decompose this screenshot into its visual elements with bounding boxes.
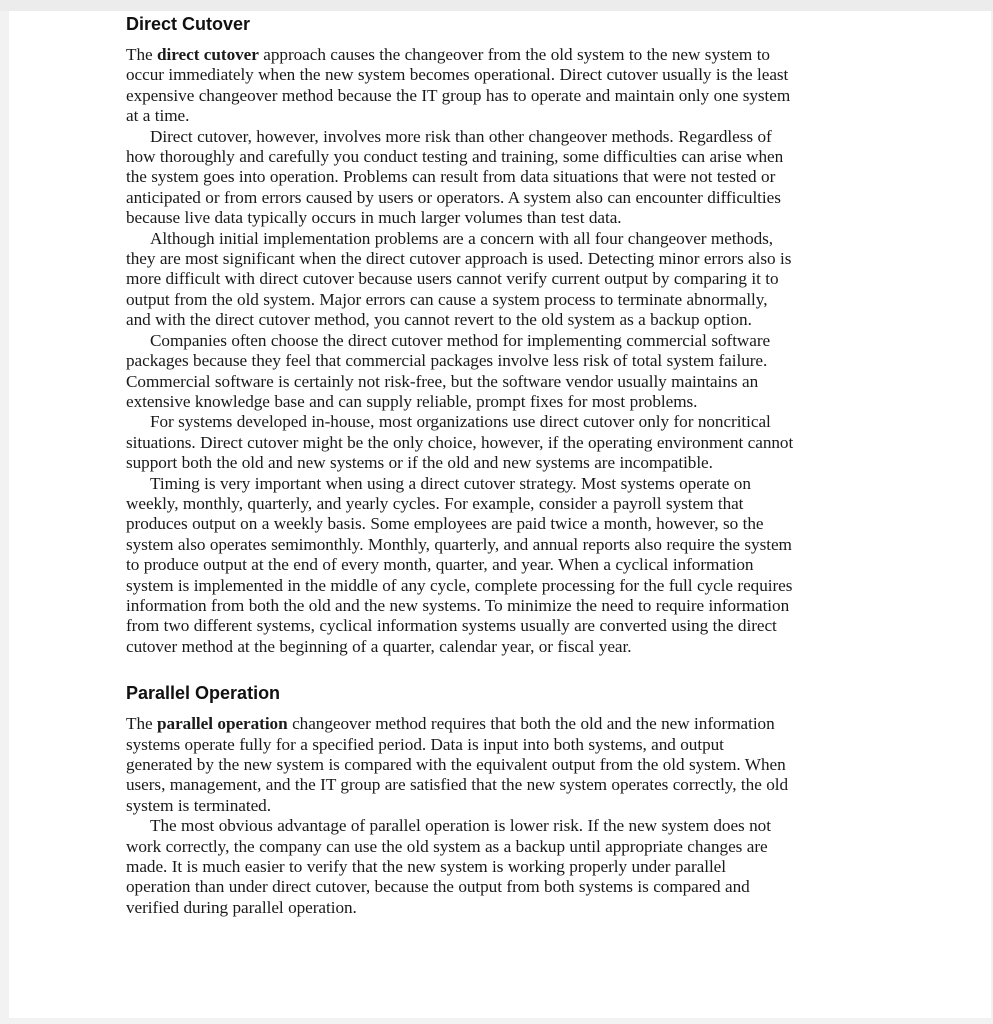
section-heading-direct-cutover: Direct Cutover [126,14,251,34]
document-page [126,12,794,918]
paragraph: Although initial implementation problems are a concern with all four changeover methods, they are most significant when the direct cutover approach is used. Detecting minor errors also is more difficult with direct cutover because users cannot verify current output by comparing it to output from the old system. Major errors can cause a system process to terminate abnormally, and with the direct cutover method, you cannot revert to the old system as a backup option. [126,228,792,330]
key-term: direct cutover [157,45,259,64]
section-heading-parallel-operation: Parallel Operation [126,683,281,704]
paragraph: The most obvious advantage of parallel operation is lower risk. If the new system does not work correctly, the company can use the old system as a backup until appropriate changes are made. It is much easier to verify that the new system is working properly under parallel operation than under direct cutover, because the output from both systems is compared and verified during parallel operation. [126,816,771,917]
viewer-top-bar [0,0,993,11]
key-term: parallel operation [157,714,288,734]
section-parallel-operation [126,681,794,918]
paragraph: For systems developed in-house, most organizations use direct cutover only for noncritical situations. Direct cutover might be the only choice, however, if the operating environment cannot support both the old and new systems or if the old and new systems are incompatible. [126,412,794,473]
viewer-left-margin [0,11,9,1024]
paragraph: Companies often choose the direct cutover method for implementing commercial software packages because they feel that commercial packages involve less risk of total system failure. Commercial software is certainly not risk-free, but the software vendor usually maintains an extensive knowledge base and can supply reliable, prompt fixes for most problems. [126,330,771,411]
paragraph: Timing is very important when using a direct cutover strategy. Most systems operate on weekly, monthly, quarterly, and yearly cycles. For example, consider a payroll system that produces output on a weekly basis. Some employees are paid twice a month, however, so the system also operates semimonthly. Monthly, quarterly, and annual reports also require the system to produce output at the end of every month, quarter, and year. When a cyclical information system is implemented in the middle of any cycle, complete processing for the full cycle requires information from both the old and the new systems. To minimize the need to require information from two different systems, cyclical information systems usually are converted using the direct cutover method at the beginning of a quarter, calendar year, or fiscal year. [126,473,793,656]
viewer-bottom-bar [0,1018,993,1024]
parallel-operation-body [126,714,794,918]
paragraph: The direct cutover approach causes the changeover from the old system to the new system to occur immediately when the new system becomes operational. Direct cutover usually is the least expensive changeover method because the IT group has to operate and maintain only one system at a time. [126,45,791,126]
direct-cutover-body [126,45,794,657]
paragraph: The parallel operation changeover method requires that both the old and the new information systems operate fully for a specified period. Data is input into both systems, and output generated by the new system is compared with the equivalent output from the old system. When users, management, and the IT group are satisfied that the new system operates correctly, the old system is terminated. [126,714,789,815]
section-direct-cutover [126,12,794,657]
paragraph: Direct cutover, however, involves more risk than other changeover methods. Regardless of how thoroughly and carefully you conduct testing and training, some difficulties can arise when the system goes into operation. Problems can result from data situations that were not tested or anticipated or from errors caused by users or operators. A system also can encounter difficulties because live data typically occurs in much larger volumes than test data. [126,126,784,228]
